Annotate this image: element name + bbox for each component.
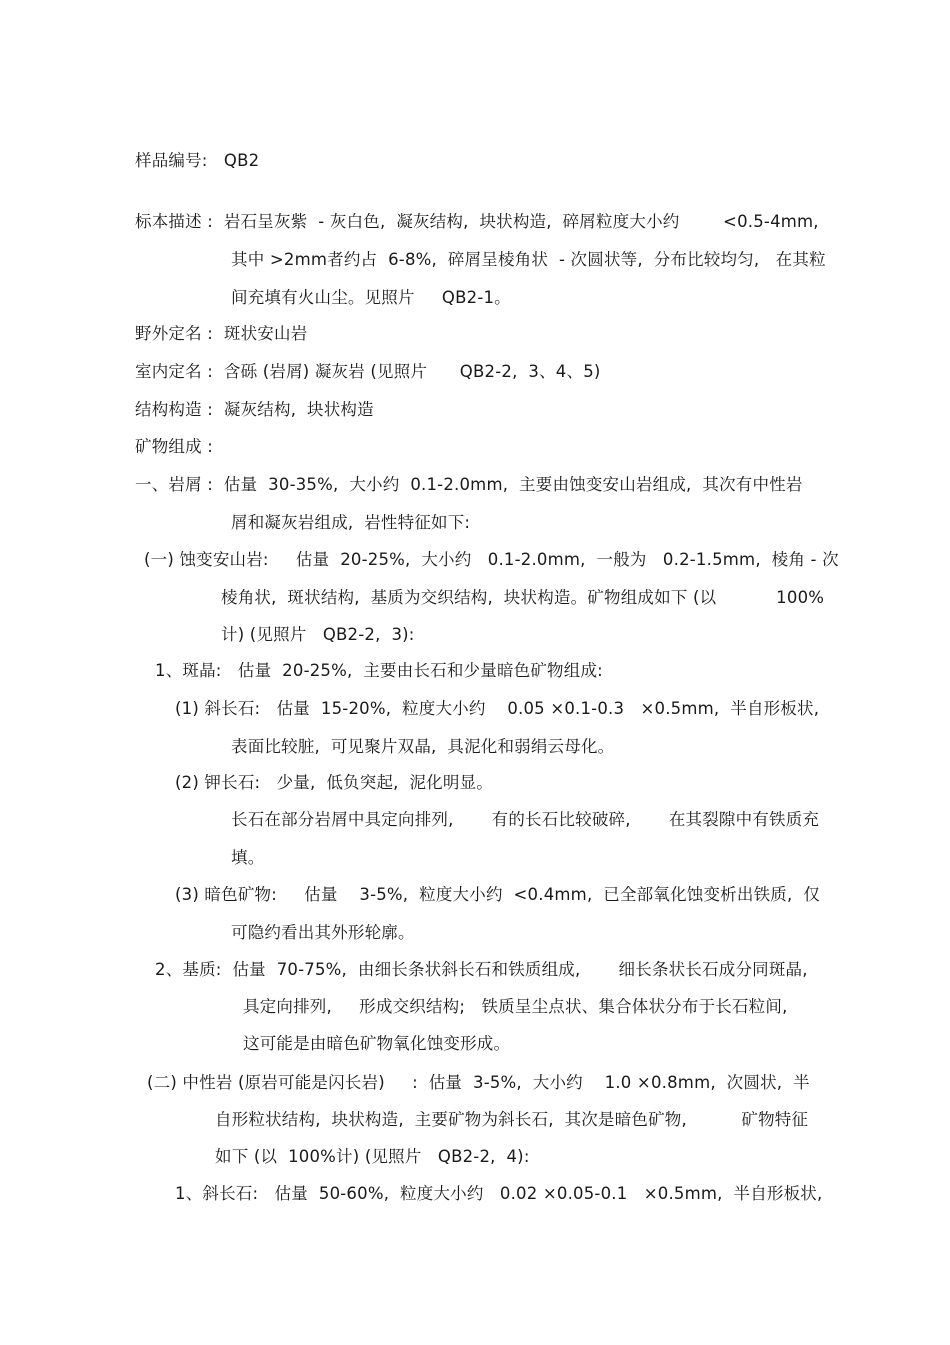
sub-item-line: (2) 钾长石: 少量, 低负突起, 泥化明显。 (175, 773, 493, 792)
subsection-heading: (一) 蚀变安山岩: 估量 20-25%, 大小约 0.1-2.0mm, 一般为 0.2-1.5mm, 棱角 - 次 (144, 550, 839, 569)
paragraph-line: 这可能是由暗色矿物氧化蚀变形成。 (243, 1034, 511, 1053)
paragraph-line: 表面比较脏, 可见聚片双晶, 具泥化和弱绢云母化。 (231, 737, 615, 756)
paragraph-line: 屑和凝灰岩组成, 岩性特征如下: (231, 513, 471, 532)
paragraph-line: 长石在部分岩屑中具定向排列, 有的长石比较破碎, 在其裂隙中有铁质充 (231, 810, 820, 829)
paragraph-line: 自形粒状结构, 块状构造, 主要矿物为斜长石, 其次是暗色矿物, 矿物特征 (215, 1110, 809, 1129)
lab-name-line: 室内定名 : 含砾 (岩屑) 凝灰岩 (见照片 QB2-2, 3、4、5) (135, 362, 601, 381)
sub-item-line: (3) 暗色矿物: 估量 3-5%, 粒度大小约 <0.4mm, 已全部氧化蚀变析出铁质, 仅 (175, 885, 821, 904)
paragraph-line: 填。 (231, 848, 265, 867)
sample-number-line: 样品编号: QB2 (135, 151, 260, 170)
paragraph-line: 计) (见照片 QB2-2, 3): (221, 625, 415, 644)
item-heading: 1、斜长石: 估量 50-60%, 粒度大小约 0.02 ×0.05-0.1 ×0.5mm, 半自形板状, (175, 1184, 823, 1203)
paragraph-line: 可隐约看出其外形轮廓。 (231, 923, 415, 942)
item-heading: 2、基质: 估量 70-75%, 由细长条状斜长石和铁质组成, 细长条状长石成分同斑晶, (155, 960, 808, 979)
item-heading: 1、斑晶: 估量 20-25%, 主要由长石和少量暗色矿物组成: (155, 661, 603, 680)
mineral-composition-heading: 矿物组成 : (135, 437, 214, 456)
section-heading: 一、岩屑 : 估量 30-35%, 大小约 0.1-2.0mm, 主要由蚀变安山岩组成, 其次有中性岩 (135, 475, 803, 494)
field-name-line: 野外定名 : 斑状安山岩 (135, 324, 308, 343)
subsection-heading: (二) 中性岩 (原岩可能是闪长岩) : 估量 3-5%, 大小约 1.0 ×0.8mm, 次圆状, 半 (147, 1073, 810, 1092)
paragraph-line: 棱角状, 斑状结构, 基质为交织结构, 块状构造。矿物组成如下 (以 100% (221, 588, 825, 607)
paragraph-line: 具定向排列, 形成交织结构; 铁质呈尘点状、集合体状分布于长石粒间, (243, 997, 788, 1016)
specimen-description-line: 间充填有火山尘。见照片 QB2-1。 (231, 288, 511, 307)
specimen-description-line: 其中 >2mm者约占 6-8%, 碎屑呈棱角状 - 次圆状等, 分布比较均匀, 在其粒 (231, 250, 826, 269)
sub-item-line: (1) 斜长石: 估量 15-20%, 粒度大小约 0.05 ×0.1-0.3 ×0.5mm, 半自形板状, (175, 699, 820, 718)
specimen-description-line: 标本描述 : 岩石呈灰紫 - 灰白色, 凝灰结构, 块状构造, 碎屑粒度大小约 <0.5-4mm, (135, 212, 819, 231)
texture-structure-line: 结构构造 : 凝灰结构, 块状构造 (135, 400, 374, 419)
paragraph-line: 如下 (以 100%计) (见照片 QB2-2, 4): (215, 1147, 530, 1166)
